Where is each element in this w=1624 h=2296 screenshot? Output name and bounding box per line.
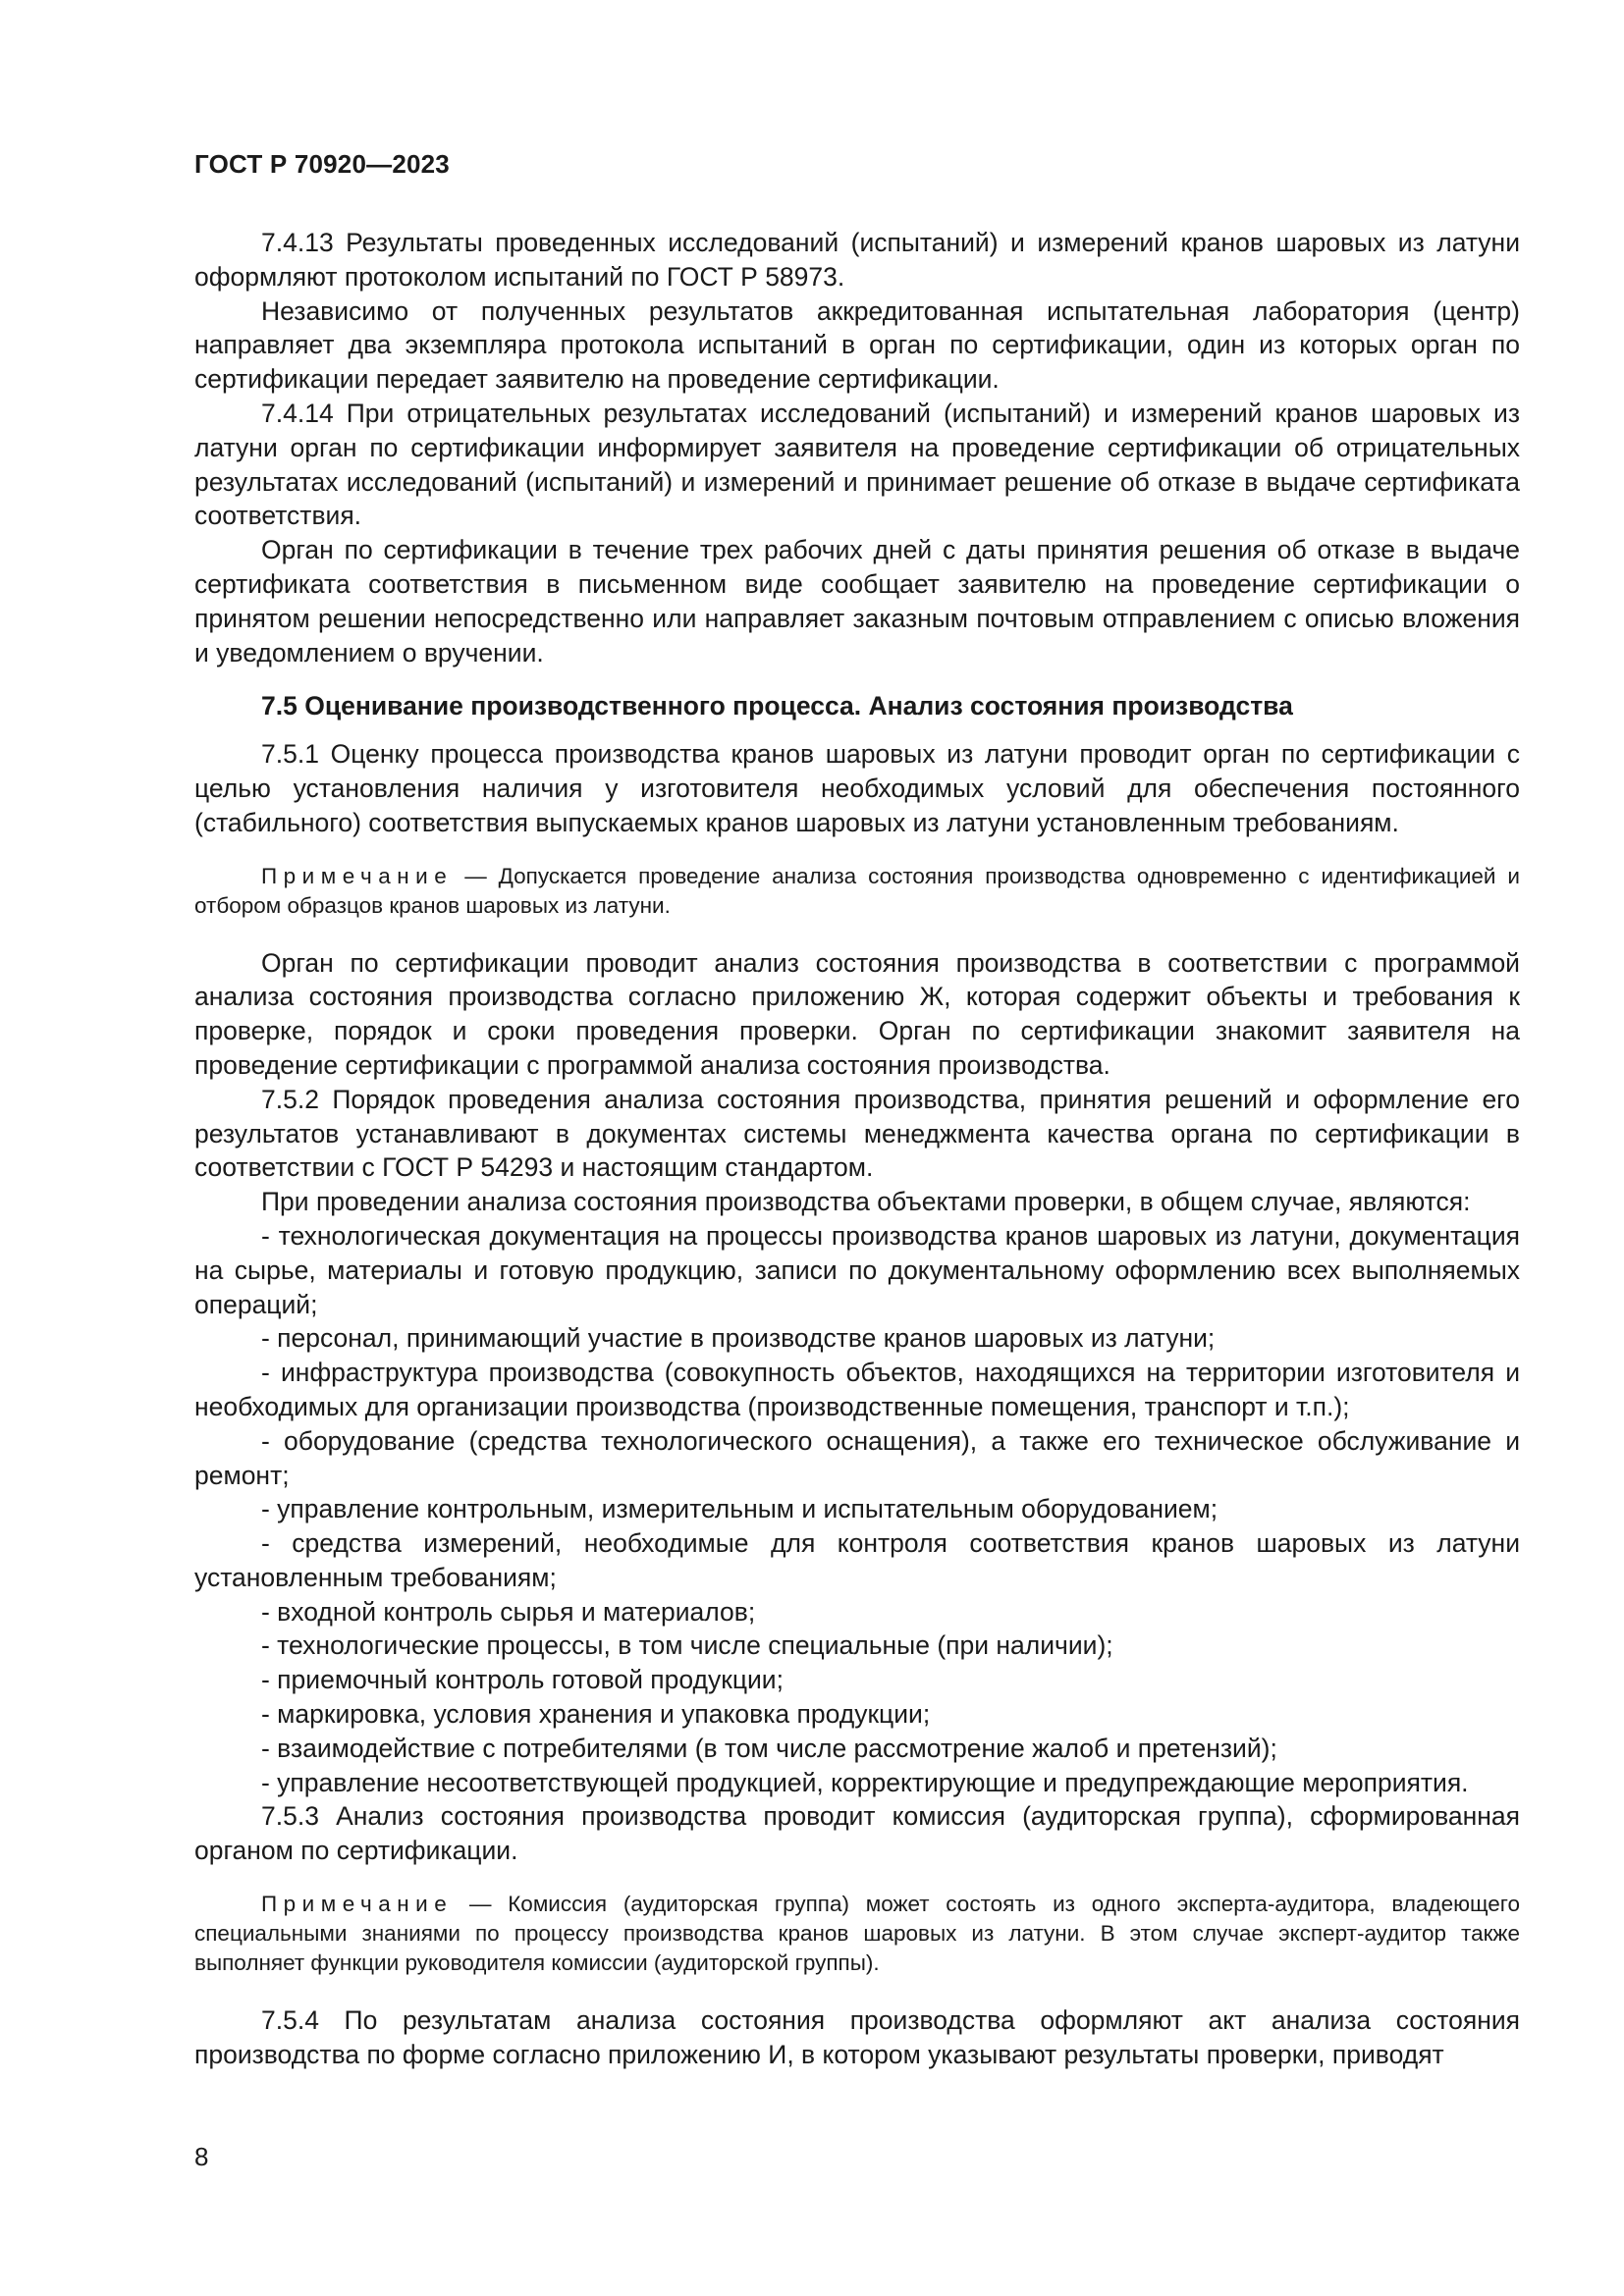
list-item: - технологические процессы, в том числе специальные (при наличии); — [261, 1630, 1113, 1661]
paragraph-independent-results: Независимо от полученных результатов аккредитованная испытательная лаборатория (центр) направляет два экземпляра протокола испытаний в орган по сертификации, один из которых орган по сертификации передает заявителю на проведение сертификации. — [194, 295, 1520, 395]
paragraph-7-5-3: 7.5.3 Анализ состояния производства проводит комиссия (аудиторская группа), сформированная органом по сертификации. — [194, 1801, 1520, 1866]
paragraph-program: Орган по сертификации проводит анализ состояния производства в соответствии с программой анализа состояния производства согласно приложению Ж, которая содержит объекты и требования к проверке, порядок и сроки проведения проверки. Орган по сертификации знакомит заявителя на проведение сертификации с программой анализа состояния производства. — [194, 947, 1520, 1080]
paragraph-objects-intro: При проведении анализа состояния производства объектами проверки, в общем случае, являются: — [261, 1187, 1471, 1217]
note-2-label: Примечание — [261, 1892, 454, 1917]
paragraph-7-4-14: 7.4.14 При отрицательных результатах исследований (испытаний) и измерений кранов шаровых из латуни орган по сертификации информирует заявителя на проведение сертификации об отрицательных результатах исследований (испытаний) и измерений и принимает решение об отказе в выдаче сертификата соответствия. — [194, 398, 1520, 531]
document-header: ГОСТ Р 70920—2023 — [194, 149, 450, 179]
list-item: - управление несоответствующей продукцией, корректирующие и предупреждающие мероприятия. — [261, 1767, 1469, 1797]
list-item: - управление контрольным, измерительным и испытательным оборудованием; — [261, 1494, 1218, 1524]
list-item: - оборудование (средства технологического оснащения), а также его техническое обслуживание и ремонт; — [194, 1425, 1520, 1490]
document-page — [194, 0, 1520, 2296]
page-number: 8 — [194, 2142, 209, 2171]
list-item: - инфраструктура производства (совокупность объектов, находящихся на территории изготовителя и необходимых для организации производства (производственные помещения, транспорт и т.п.); — [194, 1358, 1520, 1421]
paragraph-refusal-notice: Орган по сертификации в течение трех рабочих дней с даты принятия решения об отказе в выдаче сертификата соответствия в письменном виде сообщает заявителю на проведение сертификации о принятом решении непосредственно или направляет заказным почтовым отправлением с описью вложения и уведомлением о вручении. — [194, 535, 1520, 667]
list-item: - маркировка, условия хранения и упаковка продукции; — [261, 1699, 931, 1730]
note-1-label: Примечание — [261, 863, 454, 888]
paragraph-7-5-2: 7.5.2 Порядок проведения анализа состояния производства, принятия решений и оформление его результатов устанавливают в документах системы менеджмента качества органа по сертификации в соответствии с ГОСТ Р 54293 и настоящим стандартом. — [194, 1084, 1520, 1183]
note-2-text: — Комиссия (аудиторская группа) может состоять из одного эксперта-аудитора, владеющего специальными знаниями по процессу производства кранов шаровых из латуни. В этом случае эксперт-аудитор также выполняет функции руководителя комиссии (аудиторской группы). — [194, 1892, 1520, 1976]
objects-list — [194, 1219, 1520, 1800]
note-2 — [194, 1890, 1520, 1978]
paragraph-7-5-4: 7.5.4 По результатам анализа состояния производства оформляют акт анализа состояния производства по форме согласно приложению И, в котором указывают результаты проверки, приводят — [194, 2005, 1520, 2069]
section-heading-7-5: 7.5 Оценивание производственного процесса. Анализ состояния производства — [261, 691, 1293, 721]
list-item: - персонал, принимающий участие в производстве кранов шаровых из латуни; — [261, 1323, 1216, 1354]
paragraph-7-4-13: 7.4.13 Результаты проведенных исследований (испытаний) и измерений кранов шаровых из латуни оформляют протоколом испытаний по ГОСТ Р 58973. — [194, 228, 1520, 292]
list-item: - приемочный контроль готовой продукции; — [261, 1665, 784, 1695]
note-1-text: — Допускается проведение анализа состояния производства одновременно с идентификацией и отбором образцов кранов шаровых из латуни. — [194, 863, 1520, 918]
paragraph-7-5-1: 7.5.1 Оценку процесса производства кранов шаровых из латуни проводит орган по сертификации с целью установления наличия у изготовителя необходимых условий для обеспечения постоянного (стабильного) соответствия выпускаемых кранов шаровых из латуни установленным требованиям. — [194, 739, 1520, 837]
list-item: - входной контроль сырья и материалов; — [261, 1596, 756, 1627]
list-item: - технологическая документация на процессы производства кранов шаровых из латуни, документация на сырье, материалы и готовую продукцию, записи по документальному оформлению всех выполняемых операций; — [194, 1220, 1520, 1319]
list-item: - взаимодействие с потребителями (в том числе рассмотрение жалоб и претензий); — [261, 1733, 1277, 1763]
note-1 — [194, 862, 1520, 921]
list-item: - средства измерений, необходимые для контроля соответствия кранов шаровых из латуни установленным требованиям; — [194, 1528, 1520, 1592]
document-body — [194, 226, 1520, 2072]
